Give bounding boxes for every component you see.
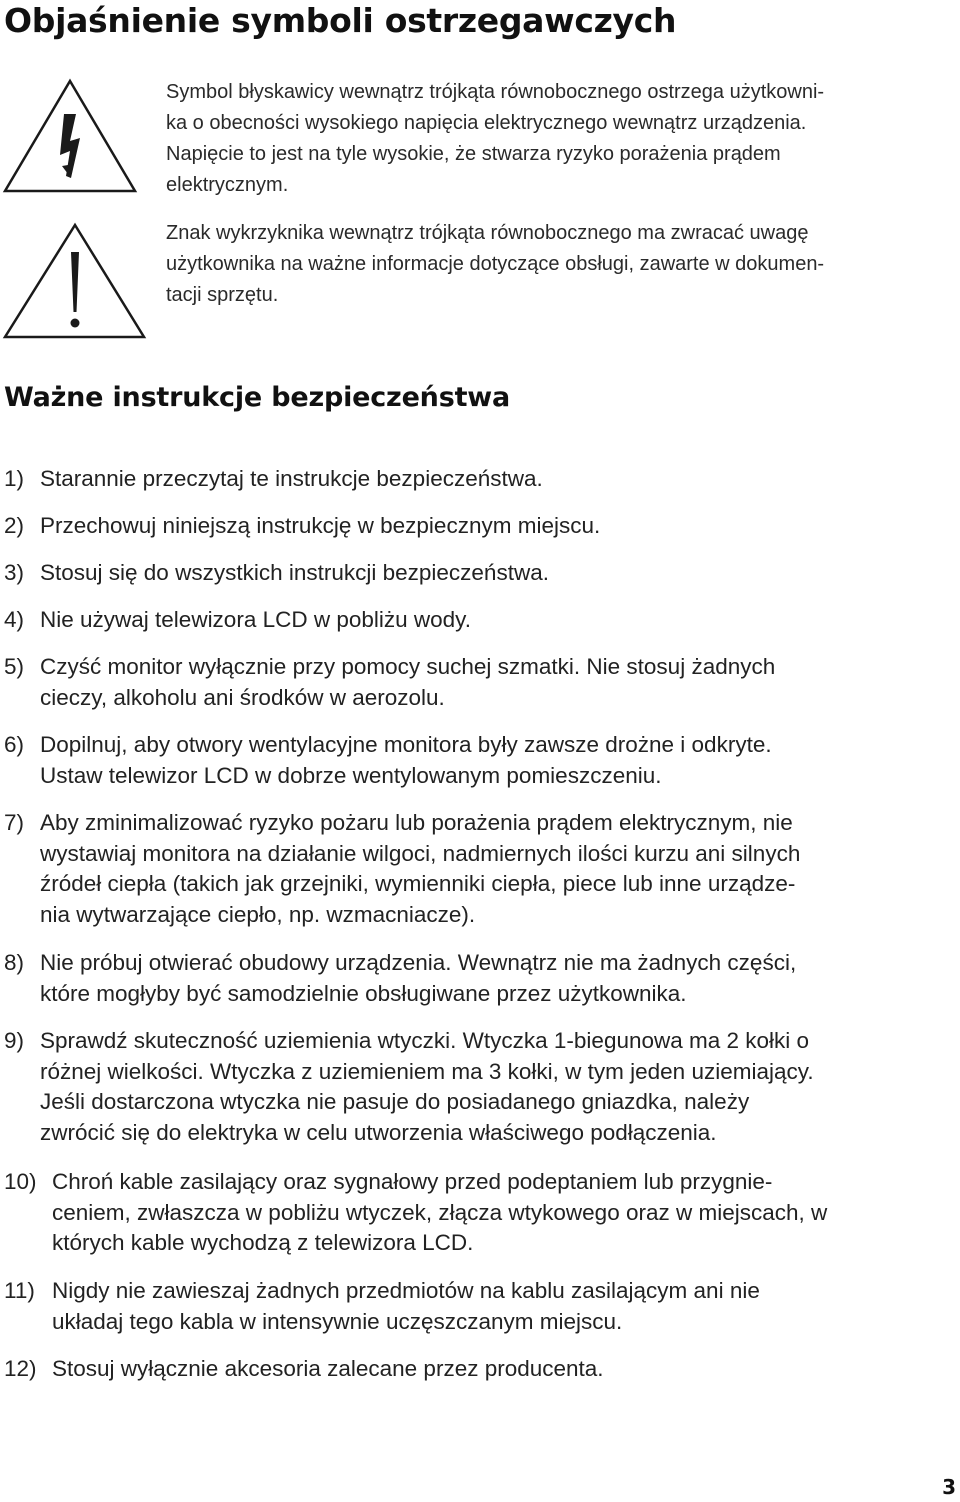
instruction-number: 6) — [4, 732, 25, 757]
instruction-line: Czyść monitor wyłącznie przy pomocy suchej szmatki. Nie stosuj żadnych — [40, 654, 776, 679]
instruction-line: które mogłyby być samodzielnie obsługiwane przez użytkownika. — [40, 980, 687, 1006]
instruction-item — [4, 808, 960, 930]
instruction-line: układaj tego kabla w intensywnie uczęszczanym miejscu. — [52, 1308, 623, 1334]
instruction-line: Przechowuj niniejszą instrukcję w bezpiecznym miejscu. — [40, 513, 601, 538]
instruction-number: 5) — [4, 654, 25, 679]
instruction-line: Starannie przeczytaj te instrukcje bezpieczeństwa. — [40, 466, 543, 491]
description-line: ka o obecności wysokiego napięcia elektrycznego wewnątrz urządzenia. — [166, 112, 807, 134]
instruction-line: Stosuj się do wszystkich instrukcji bezpieczeństwa. — [40, 560, 549, 585]
instruction-number: 12) — [4, 1356, 37, 1381]
instruction-line: Nie używaj telewizora LCD w pobliżu wody. — [40, 607, 472, 632]
instruction-line: Nie próbuj otwierać obudowy urządzenia. Wewnątrz nie ma żadnych części, — [40, 950, 797, 975]
instruction-line: różnej wielkości. Wtyczka z uziemieniem ma 3 kołki, w tym jeden uziemiający. — [40, 1058, 814, 1084]
description-line: elektrycznym. — [166, 174, 289, 196]
description-line: tacji sprzętu. — [166, 284, 279, 306]
exclamation-symbol-description — [166, 218, 956, 311]
instruction-number: 8) — [4, 950, 25, 975]
lightning-symbol-description — [166, 77, 956, 201]
description-line: użytkownika na ważne informacje dotyczące obsługi, zawarte w dokumen- — [166, 253, 825, 275]
instruction-item — [4, 1026, 960, 1148]
instruction-line: Stosuj wyłącznie akcesoria zalecane przez producenta. — [52, 1356, 604, 1381]
section-title: Ważne instrukcje bezpieczeństwa — [4, 382, 511, 413]
instruction-number: 3) — [4, 560, 25, 585]
instruction-line: Nigdy nie zawieszaj żadnych przedmiotów na kablu zasilającym ani nie — [52, 1278, 760, 1303]
lightning-warning-triangle-icon — [2, 78, 138, 194]
instruction-line: wystawiaj monitora na działanie wilgoci, nadmiernych ilości kurzu ani silnych — [40, 840, 801, 866]
instruction-item — [4, 464, 960, 495]
instruction-line: Aby zminimalizować ryzyko pożaru lub porażenia prądem elektrycznym, nie — [40, 810, 793, 835]
description-line: Symbol błyskawicy wewnątrz trójkąta równobocznego ostrzega użytkowni- — [166, 81, 825, 103]
page-title: Objaśnienie symboli ostrzegawczych — [4, 1, 677, 40]
instruction-number: 7) — [4, 810, 25, 835]
instruction-item — [4, 511, 960, 542]
instruction-item — [4, 1167, 960, 1259]
description-line: Napięcie to jest na tyle wysokie, że stwarza ryzyko porażenia prądem — [166, 143, 781, 165]
instruction-item — [4, 1354, 960, 1385]
instruction-item — [4, 558, 960, 589]
instruction-item — [4, 730, 960, 791]
instruction-line: Jeśli dostarczona wtyczka nie pasuje do posiadanego gniazdka, należy — [40, 1089, 750, 1114]
instruction-line: źródeł ciepła (takich jak grzejniki, wymienniki ciepła, piece lub inne urządze- — [40, 871, 796, 896]
instruction-line: Sprawdź skuteczność uziemienia wtyczki. Wtyczka 1-biegunowa ma 2 kołki o — [40, 1028, 810, 1053]
instruction-number: 1) — [4, 466, 25, 491]
instruction-item — [4, 948, 960, 1009]
instruction-line: Ustaw telewizor LCD w dobrze wentylowanym pomieszczeniu. — [40, 762, 662, 788]
instruction-line: nia wytwarzające ciepło, np. wzmacniacze). — [40, 901, 476, 927]
instruction-line: Chroń kable zasilający oraz sygnałowy przed podeptaniem lub przygnie- — [52, 1169, 773, 1194]
instruction-number: 4) — [4, 607, 25, 632]
instruction-line: zwrócić się do elektryka w celu utworzenia właściwego podłączenia. — [40, 1119, 717, 1145]
instruction-line: których kable wychodzą z telewizora LCD. — [52, 1230, 474, 1255]
page-number: 3 — [942, 1475, 956, 1499]
instruction-line: cieczy, alkoholu ani środków w aerozolu. — [40, 684, 445, 710]
instruction-number: 10) — [4, 1169, 37, 1194]
instruction-item — [4, 652, 960, 713]
exclamation-warning-triangle-icon — [2, 222, 148, 340]
instruction-number: 11) — [4, 1278, 35, 1303]
instruction-number: 9) — [4, 1028, 25, 1053]
instruction-line: ceniem, zwłaszcza w pobliżu wtyczek, złącza wtykowego oraz w miejscach, w — [52, 1199, 828, 1225]
instruction-item — [4, 1276, 960, 1337]
description-line: Znak wykrzyknika wewnątrz trójkąta równobocznego ma zwracać uwagę — [166, 222, 809, 244]
instruction-number: 2) — [4, 513, 25, 538]
instruction-line: Dopilnuj, aby otwory wentylacyjne monitora były zawsze drożne i odkryte. — [40, 732, 772, 757]
instruction-item — [4, 605, 960, 636]
